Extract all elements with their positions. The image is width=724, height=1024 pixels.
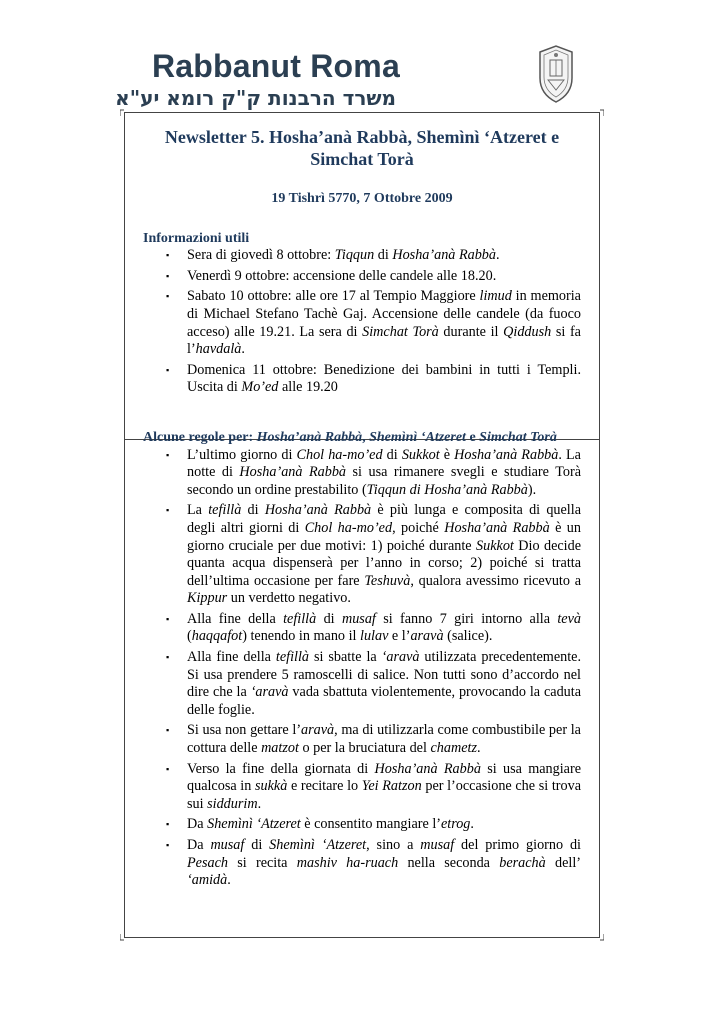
text-run: Si usa non gettare l’ [187, 722, 302, 739]
info-list [143, 247, 581, 397]
italic-term: Chol ha-mo’ed [304, 519, 393, 536]
text-run: ( [187, 628, 192, 645]
italic-term: Qiddush [503, 323, 552, 340]
text-run: utilizzata precedentemente. Si usa prendere 5 ramoscelli di salice. Non tutti sono d’accordo nel dire che la [187, 649, 582, 701]
text-run: ) tenendo in mano il [242, 628, 360, 645]
bullet-icon: ▪ [166, 840, 170, 850]
info-list-item [143, 288, 581, 358]
text-run: e l’ [388, 628, 411, 645]
italic-term: chametz [430, 740, 477, 757]
rules-list-item [143, 816, 581, 834]
text-run: un verdetto negativo. [227, 590, 351, 607]
italic-term: siddurim [207, 795, 258, 812]
bullet-icon: ▪ [166, 763, 170, 774]
text-run: per l’occasione che si trova sui [187, 778, 581, 812]
text-run: in memoria di Michael Stefano Tachè Gaj. Accensione delle candele (da fuoco acceso) alle 19.21. La sera di [187, 288, 581, 340]
text-run: dell’ [545, 854, 582, 871]
community-emblem-icon [534, 44, 578, 104]
italic-term: tefillà [275, 649, 310, 666]
info-list-item [143, 247, 581, 265]
text-run: (salice). [443, 628, 493, 645]
rules-list-item [143, 649, 581, 719]
italic-term: ‘aravà [381, 649, 420, 666]
organization-name-hebrew: משרד הרבנות ק"ק רומא יע"א [115, 86, 396, 110]
newsletter-title: Newsletter 5. Hosha’anà Rabbà, Shemìnì ‘Atzeret e Simchat Torà [164, 127, 560, 169]
rules-section-title [143, 429, 581, 447]
rules-list-item [143, 837, 581, 890]
italic-term: Shemìnì ‘Atzeret [207, 816, 301, 833]
bullet-icon: ▪ [166, 652, 170, 663]
italic-term: tevà [557, 610, 581, 627]
italic-term: havdalà [195, 341, 242, 358]
italic-term: Shemìnì ‘Atzeret [269, 837, 367, 853]
bullet-icon: ▪ [166, 613, 170, 624]
info-list-item [143, 268, 581, 286]
text-run: Alla fine della [187, 610, 284, 627]
italic-term: Hosha’anà Rabbà [444, 519, 550, 536]
text-run: è più lunga e composita di quella degli altri giorni di [187, 502, 581, 536]
bullet-icon: ▪ [166, 505, 170, 516]
rules-list-item [143, 761, 581, 814]
text-run: Alcune regole per: [143, 429, 257, 445]
text-run: si usa mangiare qualcosa in [187, 760, 581, 795]
rules-list-item [143, 447, 581, 500]
italic-term: aravà [301, 722, 335, 739]
text-run: . [476, 740, 481, 757]
text-run: , [362, 429, 370, 445]
text-run: , qualora avessimo ricevuto a [410, 572, 581, 589]
italic-term: Tiqqun di Hosha’anà Rabbà [366, 481, 528, 498]
text-run: ). [527, 481, 537, 498]
text-run: di [382, 446, 402, 463]
italic-term: berachà [499, 854, 546, 871]
bullet-icon: ▪ [166, 819, 170, 830]
rules-list-item [143, 611, 581, 646]
organization-name: Rabbanut Roma [152, 48, 400, 84]
italic-term: Yei Ratzon [361, 778, 422, 795]
italic-term: Hosha’anà Rabbà [264, 502, 372, 519]
italic-term: Shemìnì ‘Atzeret [369, 429, 466, 445]
text-run: si sbatte la [309, 649, 382, 666]
italic-term: Teshuvà [364, 572, 411, 589]
italic-term: Hosha’anà Rabbà [239, 464, 347, 481]
italic-term: Chol ha-mo’ed [296, 446, 383, 463]
italic-term: Hosha’anà Rabbà [256, 429, 363, 445]
italic-term: ‘amidà [187, 872, 228, 889]
bullet-icon: ▪ [166, 364, 170, 375]
italic-term: Hosha’anà Rabbà [454, 446, 559, 463]
text-run: è consentito mangiare l’ [300, 816, 441, 833]
text-run: Dio decide quanta acqua dispenserà per l’anno in corso; 2) poiché si tratta dell’ultima occasione per fare [187, 537, 581, 589]
text-run: si usa rimanere svegli e studiare Torà secondo un ordine prestabilito ( [187, 464, 581, 498]
frame-top-ornament [120, 107, 604, 117]
italic-term: Hosha’anà Rabbà [374, 760, 481, 777]
bullet-icon: ▪ [166, 270, 170, 281]
text-run: vada sbattuta violentemente, provocando la caduta delle foglie. [187, 684, 582, 718]
newsletter-content [143, 126, 581, 893]
rules-list-item [143, 502, 581, 608]
text-run: . [257, 795, 262, 812]
italic-term: matzot [261, 740, 299, 757]
newsletter-date: 19 Tishrì 5770, 7 Ottobre 2009 [271, 191, 453, 206]
bullet-icon: ▪ [166, 250, 170, 261]
italic-term: haqqafot [191, 628, 243, 645]
italic-term: Mo’ed [241, 379, 279, 396]
italic-term: Kippur [187, 590, 228, 607]
text-run: . [241, 341, 245, 358]
info-list-item [143, 362, 581, 397]
text-run: o per la bruciatura del [298, 740, 431, 757]
text-run: L’ultimo giorno di [187, 446, 297, 463]
text-run: Alla fine della [187, 649, 276, 666]
italic-term: Sukkot [476, 537, 514, 554]
text-run: , poiché [392, 519, 445, 536]
rules-list-item [143, 722, 581, 757]
text-run: si fanno 7 giri intorno alla [375, 610, 558, 627]
text-run: Verso la fine della giornata di [187, 760, 375, 777]
text-run: è [439, 446, 455, 463]
text-run: e [465, 429, 480, 445]
bullet-icon: ▪ [166, 291, 170, 302]
italic-term: limud [479, 288, 512, 305]
text-run: di [241, 502, 265, 519]
italic-term: Hosha’anà Rabbà [392, 247, 496, 264]
italic-term: ‘aravà [250, 684, 289, 701]
text-run: nella seconda [398, 854, 500, 871]
italic-term: aravà [410, 628, 444, 645]
italic-term: tefillà [208, 502, 242, 519]
rules-list [143, 447, 581, 890]
text-run: Venerdì 9 ottobre: accensione delle candele alle 18.20. [187, 267, 497, 284]
italic-term: Pesach [187, 854, 228, 871]
frame-bottom-ornament [120, 933, 604, 943]
text-run: e recitare lo [287, 778, 362, 795]
text-run: . [496, 247, 500, 264]
text-run: durante il [438, 323, 504, 340]
text-run: si recita [227, 854, 297, 871]
italic-term: Tiqqun [334, 247, 375, 264]
italic-term: musaf [341, 610, 376, 627]
text-run: . [470, 816, 474, 833]
info-section-title: Informazioni utili [143, 230, 250, 246]
text-run: di [244, 837, 270, 853]
text-run: . [227, 872, 231, 889]
text-run: Sabato 10 ottobre: alle ore 17 al Tempio Maggiore [187, 288, 480, 305]
italic-term: Simchat Torà [362, 323, 439, 340]
text-run: , sino a [366, 837, 421, 853]
bullet-icon: ▪ [166, 725, 170, 736]
text-run: Sera di giovedì 8 ottobre: [187, 247, 335, 264]
text-run: alle 19.20 [278, 379, 338, 396]
text-run: Da [187, 816, 208, 833]
text-run: di [374, 247, 393, 264]
text-run: , ma di utilizzarla come combustibile per la cottura delle [187, 722, 581, 757]
text-run: del primo giorno di [454, 837, 581, 853]
italic-term: musaf [210, 837, 245, 853]
text-run: si fa l’ [187, 323, 581, 358]
text-run: La [187, 502, 209, 519]
italic-term: Simchat Torà [479, 429, 557, 445]
text-run: Domenica 11 ottobre: Benedizione dei bambini in tutti i Templi. Uscita di [187, 361, 581, 396]
bullet-icon: ▪ [166, 449, 170, 460]
italic-term: Sukkot [401, 446, 440, 463]
italic-term: tefillà [283, 610, 317, 627]
italic-term: musaf [420, 837, 455, 853]
text-run: Da [187, 837, 211, 853]
italic-term: sukkà [254, 778, 288, 795]
italic-term: mashiv ha-ruach [296, 854, 399, 871]
text-run: è un giorno cruciale per due motivi: 1) poiché durante [187, 519, 581, 554]
italic-term: etrog [440, 816, 471, 833]
italic-term: lulav [360, 628, 389, 645]
text-run: di [316, 610, 342, 627]
text-run: . La notte di [187, 446, 581, 481]
